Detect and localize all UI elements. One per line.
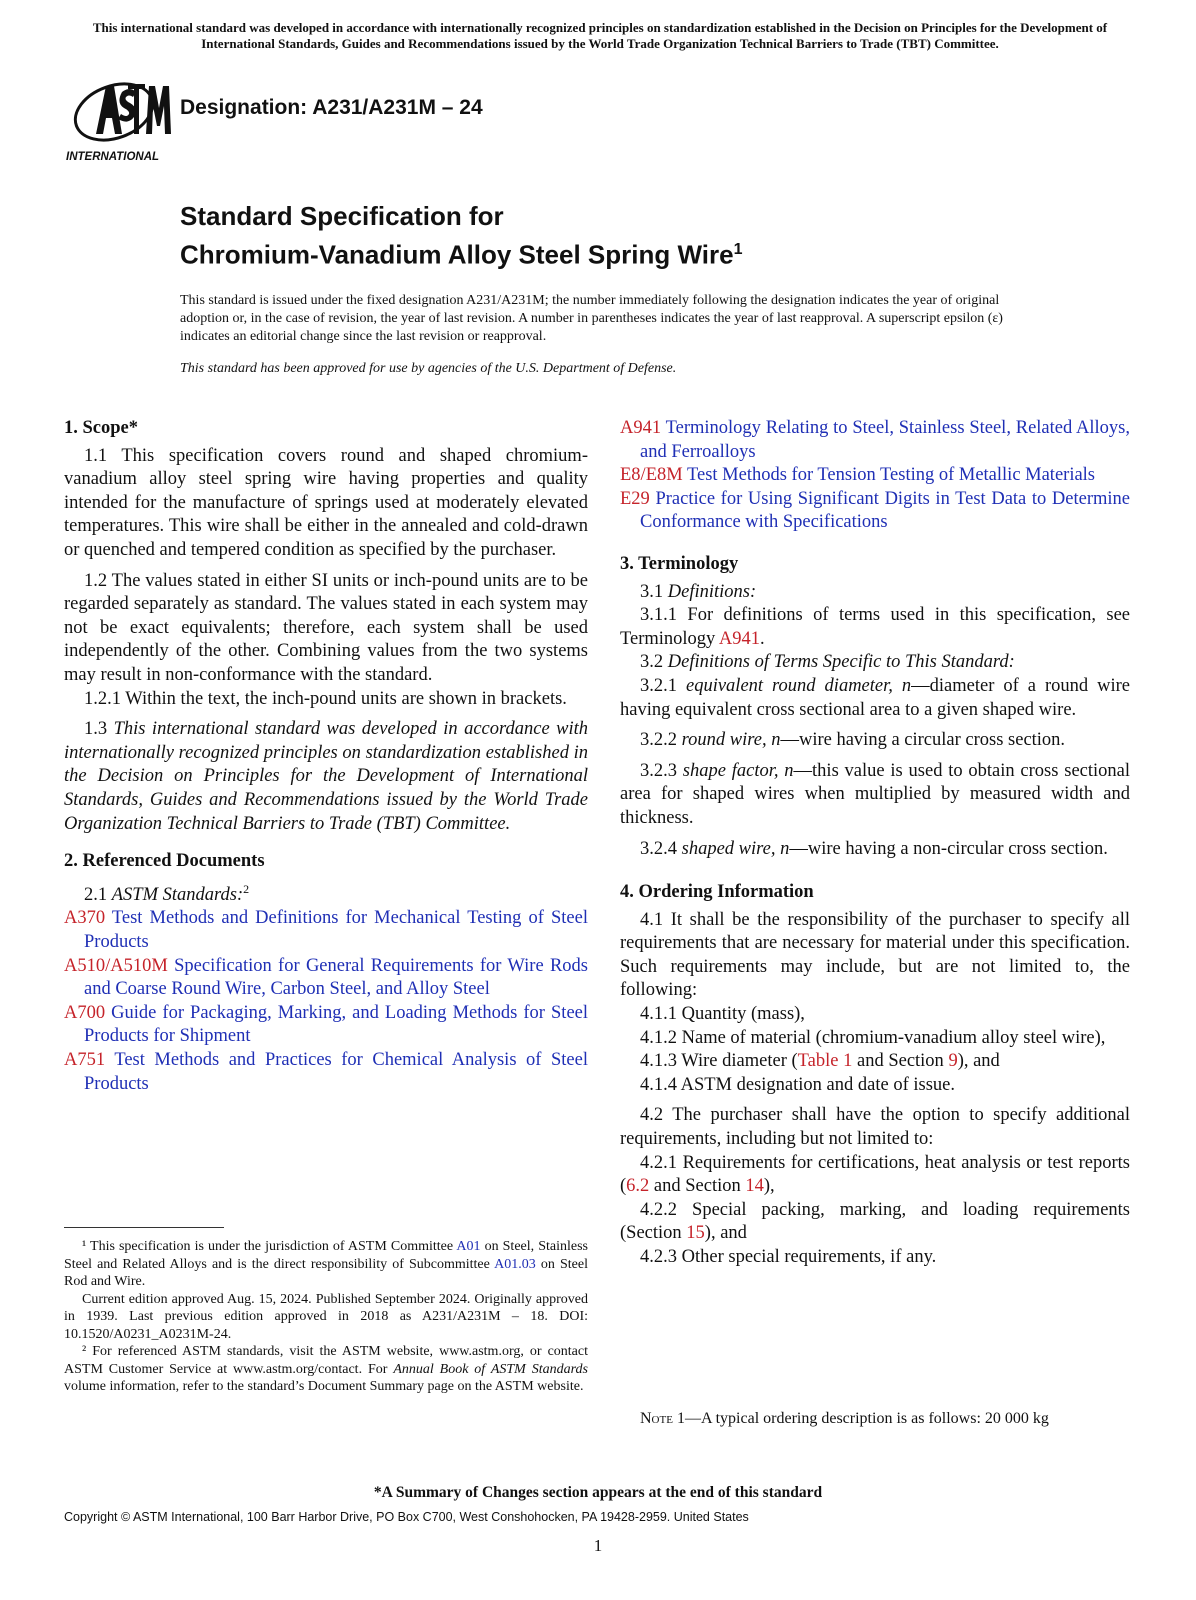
title-line-2: Chromium-Vanadium Alloy Steel Spring Wire	[180, 239, 734, 270]
footnotes	[64, 1238, 588, 1396]
logo-text: INTERNATIONAL	[66, 151, 160, 163]
section-1-heading: 1. Scope*	[64, 418, 138, 438]
para-1-1: 1.1 This specification covers round and shaped chromium-vanadium alloy steel spring wire having properties and quality intended for the manufacture of springs used at moderately elevated temperatures. This wire shall be either in the annealed and cold-drawn or quenched and tempered condition as specified by the purchaser.	[64, 445, 588, 560]
para-1-2: 1.2 The values stated in either SI units or inch-pound units are to be regarded separately as standard. The values stated in each system may not be exact equivalents; therefore, each system shall be used independently of the other. Combining values from the two systems may result in non-conformance with the standard.	[64, 570, 588, 685]
designation: Designation: A231/A231M – 24	[180, 96, 483, 119]
section-2-heading: 2. Referenced Documents	[64, 851, 265, 872]
ref-e8[interactable]: E8/E8M Test Methods for Tension Testing of Metallic Materials	[620, 465, 1096, 486]
ref-e29[interactable]: E29 Practice for Using Significant Digits in Test Data to Determine Conformance with Specifications	[620, 488, 1131, 533]
para-3-2-2: 3.2.2 round wire, n—wire having a circular cross section.	[640, 730, 1066, 751]
ref-a510[interactable]: A510/A510M Specification for General Requirements for Wire Rods and Coarse Round Wire, Carbon Steel, and Alloy Steel	[64, 955, 589, 1000]
link-section-9[interactable]: 9	[948, 1051, 958, 1072]
section-4-heading: 4. Ordering Information	[620, 882, 814, 903]
para-4-1-2: 4.1.2 Name of material (chromium-vanadium alloy steel wire),	[640, 1027, 1106, 1048]
link-6-2[interactable]: 6.2	[626, 1176, 650, 1197]
astm-logo	[64, 72, 172, 164]
para-4-1-3: 4.1.3 Wire diameter (Table 1 and Section 9), and	[640, 1051, 1000, 1072]
note-1: Note 1—A typical ordering description is as follows: 20 000 kg	[640, 1410, 1049, 1427]
para-3-1: 3.1 Definitions:	[640, 581, 757, 602]
summary-of-changes-note: *A Summary of Changes section appears at the end of this standard	[373, 1484, 823, 1501]
para-3-2-1: 3.2.1 equivalent round diameter, n—diameter of a round wire having equivalent cross sectional area to a given shaped wire.	[620, 675, 1130, 720]
title-line-1: Standard Specification for	[180, 201, 504, 231]
right-column	[620, 417, 1130, 1270]
footnote-rule	[64, 1227, 224, 1228]
link-a941[interactable]: A941	[718, 628, 761, 649]
page-title	[180, 200, 742, 272]
para-3-2-4: 3.2.4 shaped wire, n—wire having a non-circular cross section.	[640, 838, 1108, 859]
section-3-heading: 3. Terminology	[620, 553, 739, 574]
para-4-1-1: 4.1.1 Quantity (mass),	[640, 1004, 805, 1025]
dod-note: This standard has been approved for use by agencies of the U.S. Department of Defense.	[180, 361, 677, 376]
ref-a700[interactable]: A700 Guide for Packaging, Marking, and Loading Methods for Steel Products for Shipment	[64, 1002, 589, 1047]
para-3-2: 3.2 Definitions of Terms Specific to This Standard:	[640, 652, 1015, 673]
footnote-2: ² For referenced ASTM standards, visit the ASTM website, www.astm.org, or contact ASTM Customer Service at www.astm.org/contact. For Annual Book of ASTM Standards volume information, refer to the standard’s Document Summary page on the ASTM website.	[64, 1344, 588, 1394]
link-section-14[interactable]: 14	[745, 1176, 764, 1197]
para-4-2-1: 4.2.1 Requirements for certifications, heat analysis or test reports (6.2 and Section 14),	[620, 1152, 1130, 1197]
copyright: Copyright © ASTM International, 100 Barr Harbor Drive, PO Box C700, West Conshohocken, PA 19428-2959. United States	[64, 1510, 749, 1524]
para-4-2-3: 4.2.3 Other special requirements, if any.	[640, 1247, 937, 1267]
para-4-1-4: 4.1.4 ASTM designation and date of issue.	[640, 1074, 955, 1095]
para-3-1-1: 3.1.1 For definitions of terms used in this specification, see Terminology A941.	[620, 605, 1130, 649]
para-1-2-1: 1.2.1 Within the text, the inch-pound units are shown in brackets.	[84, 688, 567, 709]
link-a01[interactable]: A01	[456, 1239, 481, 1254]
para-4-2: 4.2 The purchaser shall have the option to specify additional requirements, including but not limited to:	[620, 1105, 1130, 1150]
para-4-2-2: 4.2.2 Special packing, marking, and loading requirements (Section 15), and	[620, 1199, 1130, 1244]
header-note: This international standard was developed in accordance with internationally recognized principles on standardization established in the Decision on Principles for the Development of International Standards, Guides and Recommendations issued by the World Trade Organization Technical Barriers to Trade (TBT) Committee.	[92, 20, 1108, 51]
link-a01-03[interactable]: A01.03	[494, 1256, 536, 1272]
para-1-3: 1.3 This international standard was developed in accordance with internationally recognized principles on standardization established in the Decision on Principles for the Development of International Standards, Guides and Recommendations issued by the World Trade Organization Technical Barriers to Trade (TBT) Committee.	[64, 719, 589, 834]
left-column	[64, 417, 588, 1096]
ref-a370[interactable]: A370 Test Methods and Definitions for Mechanical Testing of Steel Products	[64, 908, 588, 953]
footnote-1: ¹ This specification is under the jurisdiction of ASTM Committee A01 on Steel, Stainless Steel and Related Alloys and is the direct responsibility of Subcommittee A01.03 on Steel Rod and Wire.	[64, 1239, 588, 1289]
title-footnote-marker: 1	[733, 241, 743, 258]
para-3-2-3: 3.2.3 shape factor, n—this value is used to obtain cross sectional area for shaped wires when multiplied by measured width and thickness.	[620, 760, 1130, 828]
link-section-15[interactable]: 15	[686, 1223, 705, 1244]
issued-note: This standard is issued under the fixed designation A231/A231M; the number immediately following the designation indicates the year of original adoption or, in the case of revision, the year of last revision. A number in parentheses indicates the year of last reapproval. A superscript epsilon (ε) indicates an editorial change since the last revision or reapproval.	[180, 293, 1003, 344]
para-4-1: 4.1 It shall be the responsibility of the purchaser to specify all requirements that are necessary for material under this specification. Such requirements may include, but are not limited to, the following:	[620, 909, 1130, 1001]
link-table-1[interactable]: Table 1	[797, 1051, 853, 1072]
footnote-edition: Current edition approved Aug. 15, 2024. Published September 2024. Originally approved in 1939. Last previous edition approved in 2018 as A231/A231M – 18. DOI: 10.1520/A0231_A0231M-24.	[64, 1291, 588, 1342]
ref-a941[interactable]: A941 Terminology Relating to Steel, Stainless Steel, Related Alloys, and Ferroalloys	[620, 418, 1130, 462]
para-2-1: 2.1 ASTM Standards:$^2$	[84, 881, 250, 905]
ref-a751[interactable]: A751 Test Methods and Practices for Chemical Analysis of Steel Products	[64, 1050, 588, 1094]
page-number: 1	[593, 1536, 603, 1555]
